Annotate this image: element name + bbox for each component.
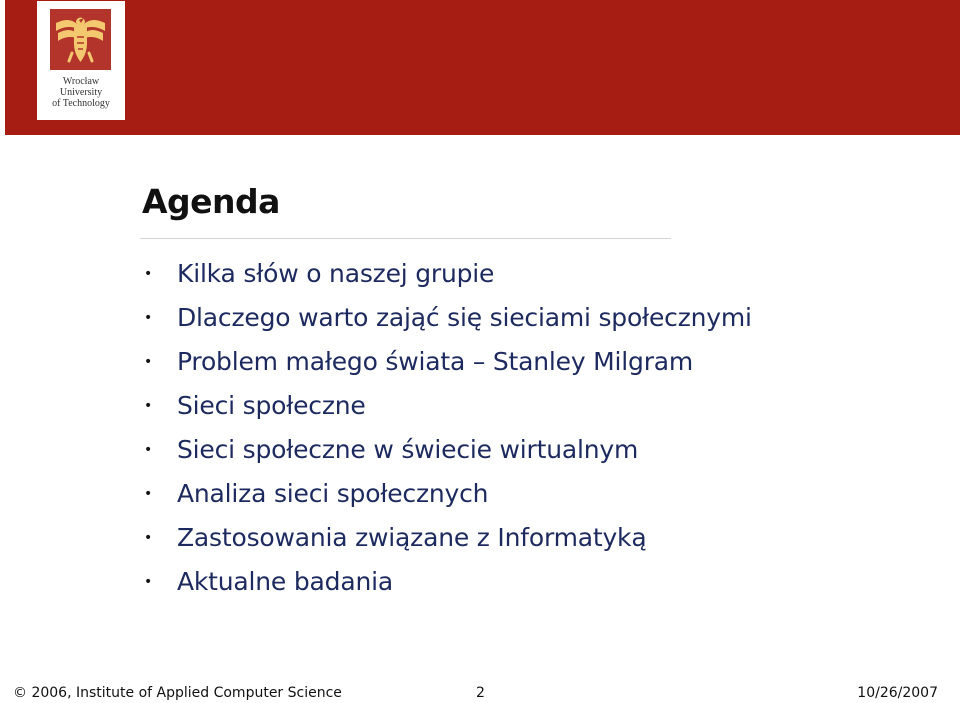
bullet-icon: • <box>144 310 153 326</box>
footer-page-number: 2 <box>476 685 485 701</box>
footer-date: 10/26/2007 <box>857 685 938 701</box>
bullet-icon: • <box>144 398 153 414</box>
agenda-item-text: Dlaczego warto zająć się sieciami społecznymi <box>177 303 752 332</box>
agenda-item-text: Sieci społeczne w świecie wirtualnym <box>177 435 639 464</box>
bullet-icon: • <box>144 574 153 590</box>
footer-copyright: © 2006, Institute of Applied Computer Science <box>13 685 342 701</box>
university-wordmark <box>37 76 125 109</box>
agenda-item <box>140 516 840 560</box>
agenda-item-text: Kilka słów o naszej grupie <box>177 259 495 288</box>
agenda-list <box>140 252 840 604</box>
agenda-item <box>140 560 840 604</box>
logo-line-3: of Technology <box>52 98 110 109</box>
agenda-item-text: Zastosowania związane z Informatyką <box>177 523 647 552</box>
logo-line-1: Wrocław <box>62 76 100 87</box>
logo-line-2: University <box>59 87 103 98</box>
bullet-icon: • <box>144 354 153 370</box>
eagle-shield-icon <box>50 9 111 70</box>
header-band <box>5 0 960 135</box>
footer <box>0 683 960 703</box>
bullet-icon: • <box>144 442 153 458</box>
agenda-item <box>140 252 840 296</box>
university-logo <box>37 1 125 120</box>
agenda-item <box>140 340 840 384</box>
bullet-icon: • <box>144 486 153 502</box>
agenda-item <box>140 296 840 340</box>
agenda-item <box>140 384 840 428</box>
agenda-item-text: Analiza sieci społecznych <box>177 479 489 508</box>
bullet-icon: • <box>144 266 153 282</box>
agenda-item-text: Aktualne badania <box>177 567 393 596</box>
agenda-item <box>140 472 840 516</box>
bullet-icon: • <box>144 530 153 546</box>
page-title: Agenda <box>142 182 280 221</box>
agenda-item <box>140 428 840 472</box>
title-divider <box>140 238 671 239</box>
agenda-item-text: Sieci społeczne <box>177 391 366 420</box>
agenda-item-text: Problem małego świata – Stanley Milgram <box>177 347 694 376</box>
